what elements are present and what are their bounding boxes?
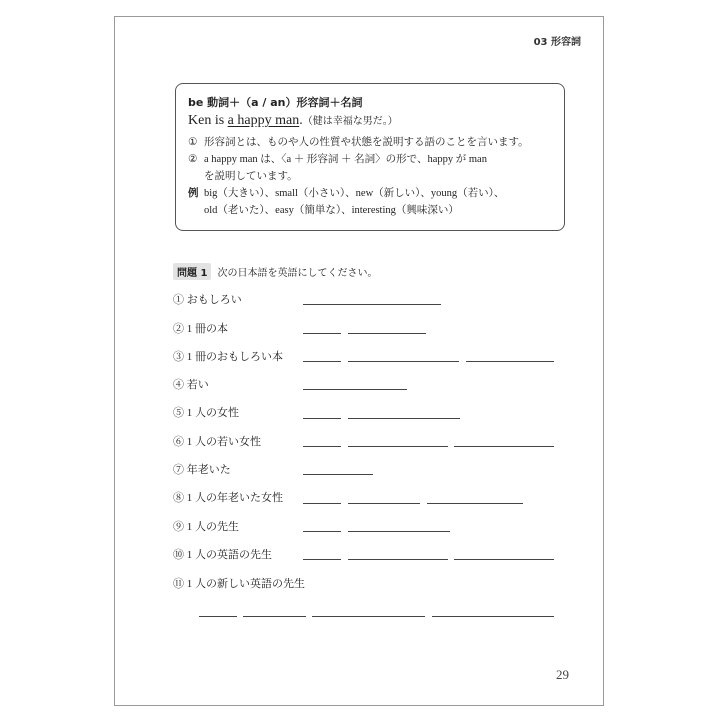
answer-blank[interactable]	[303, 361, 341, 362]
answer-blank[interactable]	[348, 361, 459, 362]
point-2-text-a: a happy man は、〈a ＋ 形容詞 ＋ 名詞〉の形で、happy が man	[204, 154, 487, 165]
answer-blank[interactable]	[348, 418, 460, 419]
grammar-title: be 動詞＋（a / an）形容詞＋名詞	[188, 96, 363, 109]
question-7: ⑦ 年老いた	[173, 464, 231, 476]
point-2-text-b: を説明しています。	[204, 171, 298, 182]
answer-blank[interactable]	[243, 616, 306, 617]
example-words-a: big（大きい）、small（小さい）、new（新しい）、young（若い）、	[204, 188, 505, 199]
answer-blank[interactable]	[303, 304, 441, 305]
question-8: ⑧ 1 人の年老いた女性	[173, 492, 283, 504]
question-5: ⑤ 1 人の女性	[173, 407, 239, 419]
example-words-b: old（老いた）、easy（簡単な）、interesting（興味深い）	[204, 205, 459, 216]
answer-blank[interactable]	[303, 446, 341, 447]
question-10: ⑩ 1 人の英語の先生	[173, 549, 272, 561]
answer-blank[interactable]	[303, 559, 341, 560]
example-words	[188, 185, 552, 202]
problem-heading	[173, 263, 377, 280]
example-sentence	[188, 112, 552, 131]
example-translation: （健は幸福な男だ。）	[302, 116, 398, 127]
answer-blank[interactable]	[348, 446, 448, 447]
problem-instruction: 次の日本語を英語にしてください。	[217, 268, 378, 279]
grammar-point-2	[188, 151, 552, 168]
page-number: 29	[556, 667, 569, 682]
rei-label: 例	[188, 187, 199, 199]
example-pre: Ken is	[188, 113, 228, 128]
problem-tag: 問題 1	[173, 263, 211, 280]
question-2: ② 1 冊の本	[173, 323, 228, 335]
question-9: ⑨ 1 人の先生	[173, 521, 239, 533]
grammar-point-2-cont	[188, 168, 552, 185]
question-3: ③ 1 冊のおもしろい本	[173, 351, 283, 363]
example-words-cont	[188, 202, 552, 219]
example-post: .	[299, 113, 303, 128]
question-1: ① おもしろい	[173, 294, 242, 306]
answer-blank[interactable]	[466, 361, 554, 362]
answer-blank[interactable]	[312, 616, 425, 617]
answer-blank[interactable]	[454, 559, 554, 560]
answer-blank[interactable]	[348, 333, 426, 334]
example-underlined: a happy man	[227, 113, 300, 128]
answer-blank[interactable]	[348, 559, 448, 560]
grammar-box	[175, 83, 565, 231]
answer-blank[interactable]	[427, 503, 523, 504]
workbook-page	[114, 16, 604, 706]
answer-blank[interactable]	[303, 333, 341, 334]
answer-blank[interactable]	[348, 503, 420, 504]
grammar-point-1	[188, 134, 552, 151]
point-2-mark: ②	[188, 154, 198, 165]
point-1-text: 形容詞とは、ものや人の性質や状態を説明する語のことを言います。	[204, 137, 529, 148]
answer-blank[interactable]	[303, 389, 407, 390]
answer-blank[interactable]	[348, 531, 450, 532]
section-label: 03 形容詞	[533, 37, 581, 48]
answer-blank[interactable]	[199, 616, 237, 617]
answer-blank[interactable]	[454, 446, 554, 447]
point-1-mark: ①	[188, 137, 198, 148]
answer-blank[interactable]	[303, 474, 373, 475]
answer-blank[interactable]	[432, 616, 554, 617]
answer-blank[interactable]	[303, 503, 341, 504]
answer-blank[interactable]	[303, 418, 341, 419]
question-6: ⑥ 1 人の若い女性	[173, 436, 261, 448]
answer-blank[interactable]	[303, 531, 341, 532]
question-11: ⑪ 1 人の新しい英語の先生	[173, 578, 305, 590]
question-4: ④ 若い	[173, 379, 209, 391]
